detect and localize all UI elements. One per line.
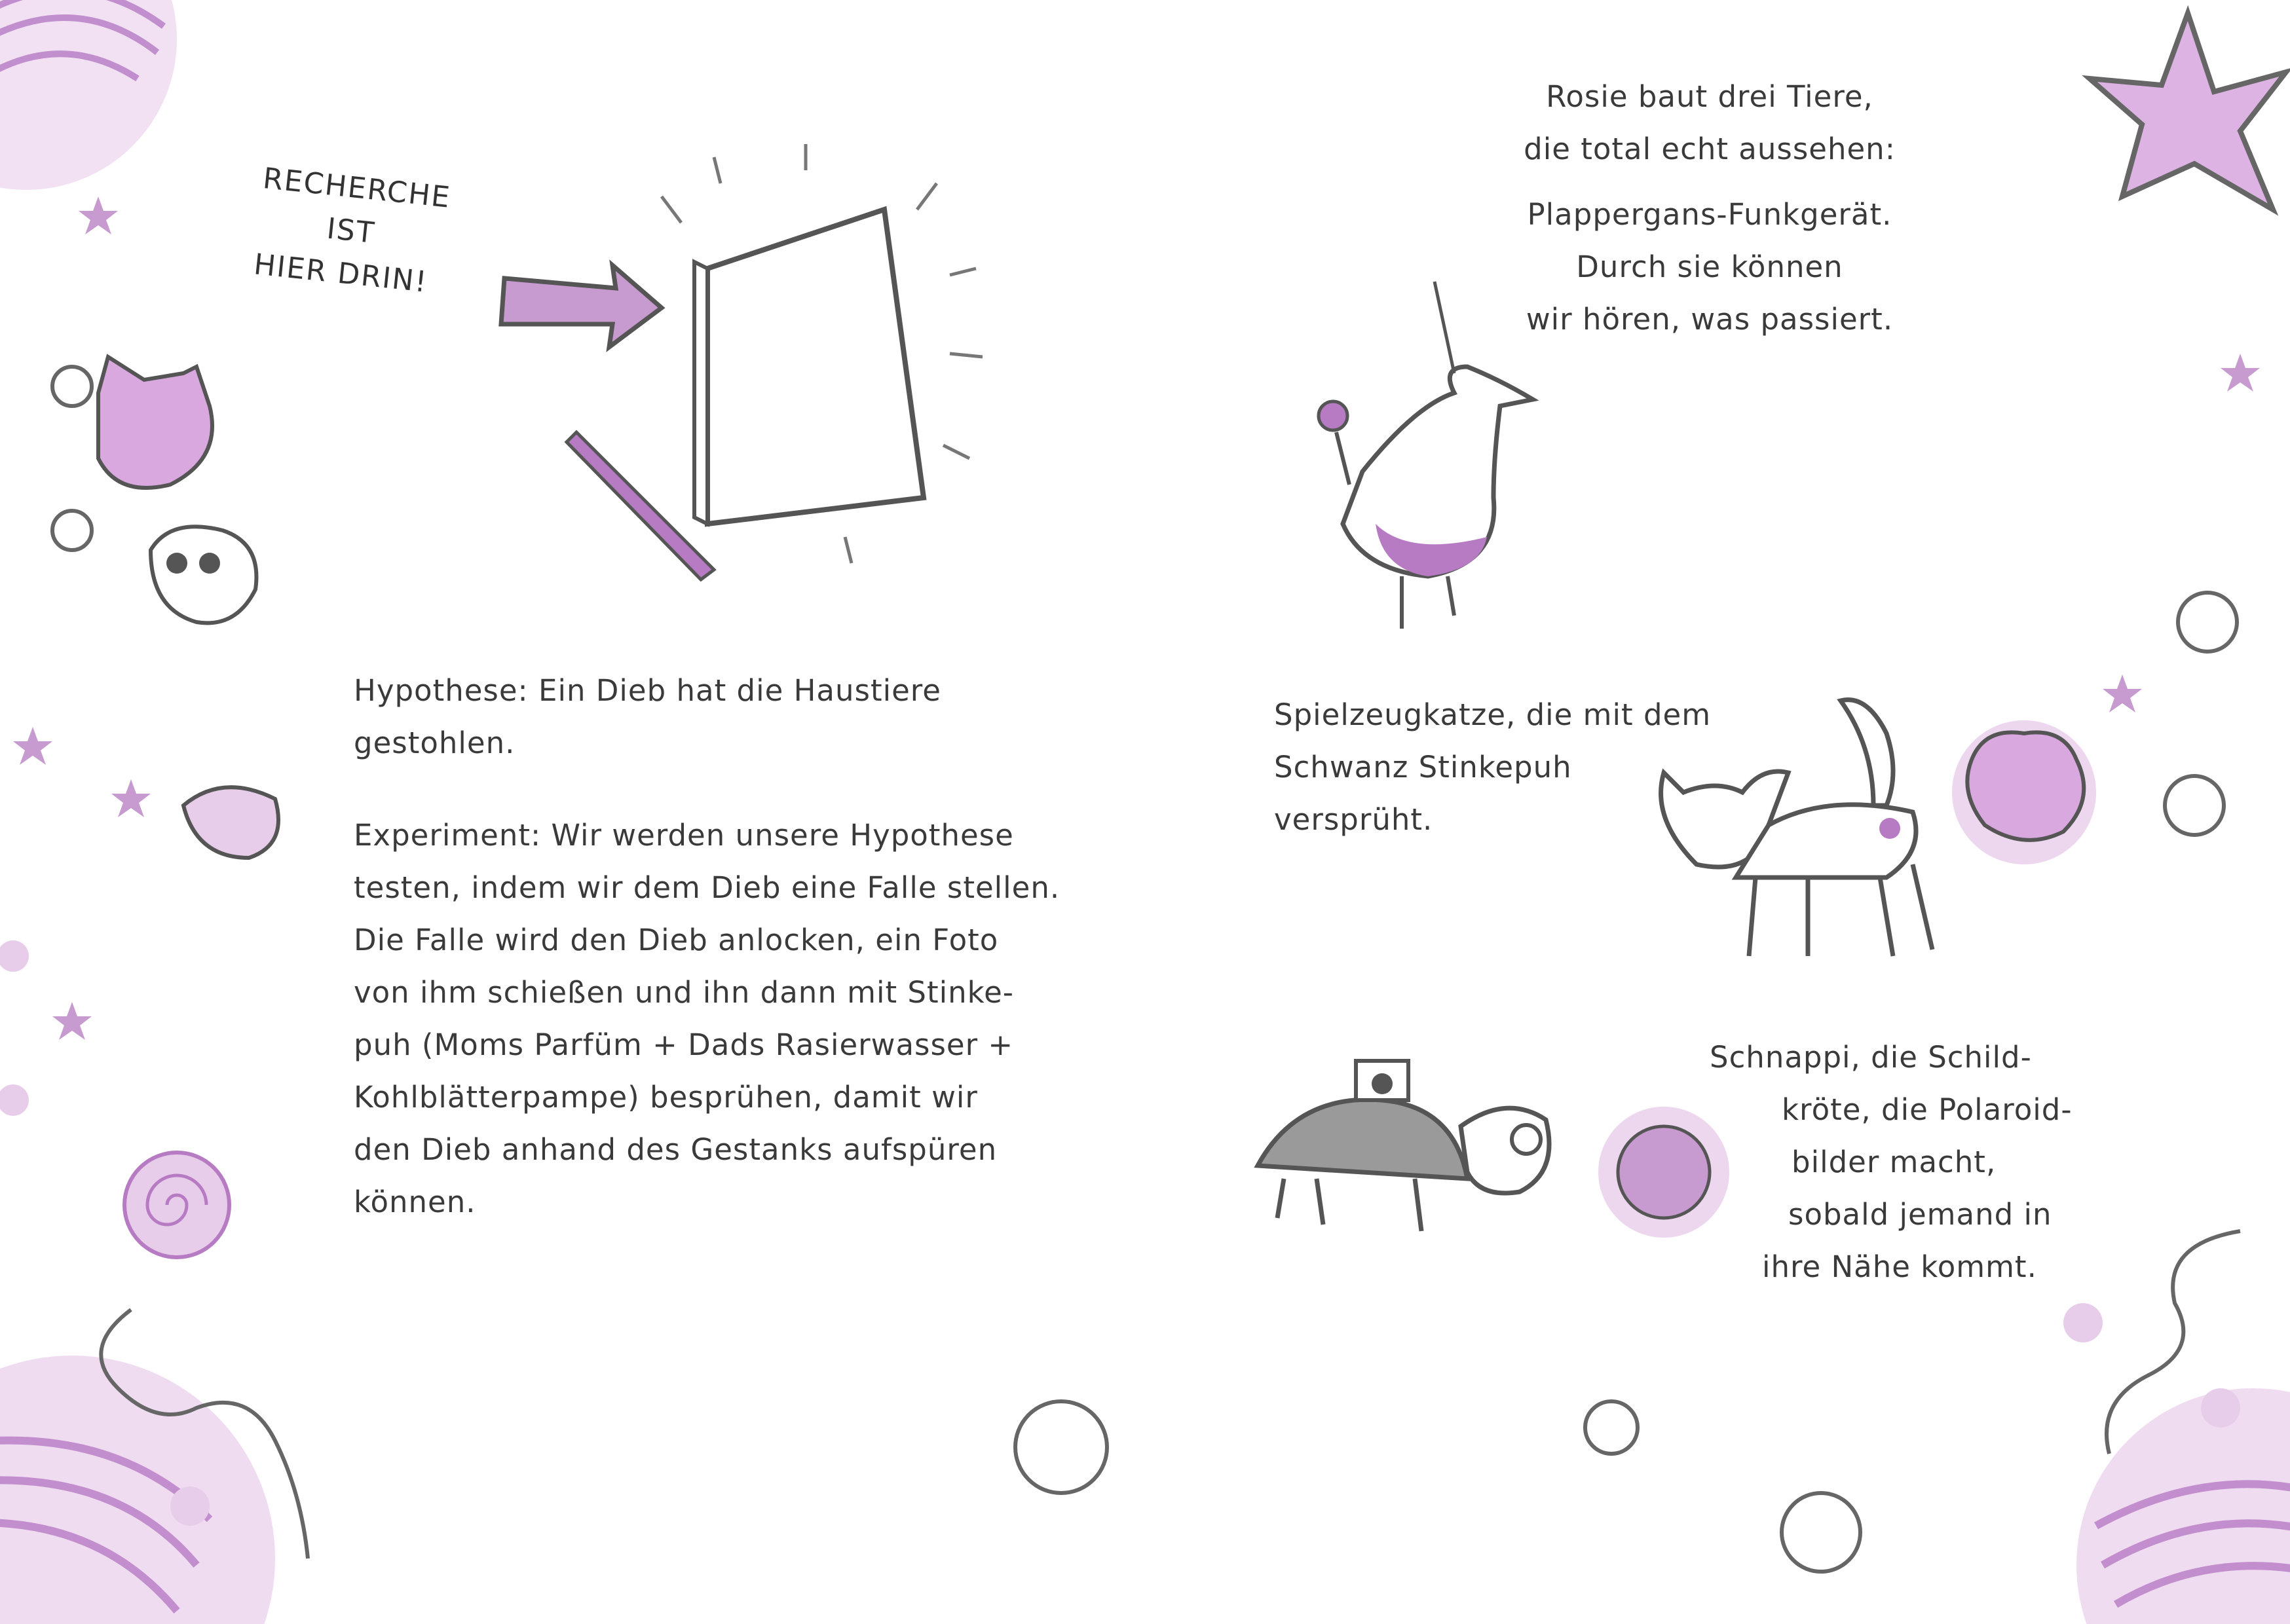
hypothesis-paragraph	[354, 665, 1048, 769]
turtle-line4: sobald jemand in	[1788, 1197, 2052, 1232]
cat-line2: Schwanz Stinkepuh	[1274, 750, 1572, 784]
toy-cat-icon	[1661, 700, 1932, 956]
bottom-left-swirl-circle	[0, 1356, 275, 1624]
turtle-line2: kröte, die Polaroid-	[1782, 1092, 2073, 1127]
experiment-line: Kohlblätterpampe) besprühen, damit wir	[354, 1080, 978, 1115]
turtle-line3: bilder macht,	[1792, 1145, 1997, 1179]
top-left-swirl-circle	[0, 0, 177, 190]
experiment-line: Experiment: Wir werden unsere Hypothese	[354, 818, 1014, 853]
hypothesis-line2: gestohlen.	[354, 726, 516, 760]
big-star-icon	[2090, 13, 2286, 210]
experiment-paragraph	[354, 809, 1061, 1228]
snail-shell-icon	[124, 1153, 229, 1257]
turtle-line1: Schnappi, die Schild-	[1710, 1040, 2032, 1075]
stink-cloud-icon	[1952, 720, 2096, 864]
research-label-line3: HIER DRIN!	[252, 248, 430, 299]
turtle-line5: ihre Nähe kommt.	[1762, 1249, 2037, 1284]
research-label	[252, 157, 453, 306]
goose-line3: wir hören, was passiert.	[1526, 302, 1894, 337]
hypothesis-line1: Hypothese: Ein Dieb hat die Haustiere	[354, 673, 941, 708]
goose-caption	[1507, 189, 1913, 346]
intro-paragraph	[1507, 71, 1913, 175]
research-label-line1: RECHERCHE	[261, 161, 453, 215]
experiment-line: den Dieb anhand des Gestanks aufspüren	[354, 1132, 998, 1167]
turtle-caption	[1710, 1031, 2116, 1293]
cat-face-icon	[98, 357, 212, 488]
intro-line1: Rosie baut drei Tiere,	[1546, 79, 1873, 114]
cat-line3: versprüht.	[1274, 802, 1433, 837]
experiment-line: puh (Moms Parfüm + Dads Rasierwasser +	[354, 1027, 1014, 1062]
intro-line2: die total echt aussehen:	[1524, 132, 1896, 166]
experiment-line: Die Falle wird den Dieb anlocken, ein Foto	[354, 923, 999, 957]
arrow-right-icon	[501, 265, 662, 347]
experiment-line: von ihm schießen und ihn dann mit Stinke-	[354, 975, 1015, 1010]
goose-radio-icon	[1319, 282, 1533, 629]
dog-face-icon	[151, 526, 256, 623]
turtle-camera-icon	[1258, 1061, 1549, 1231]
experiment-line: testen, indem wir dem Dieb eine Falle stellen.	[354, 870, 1061, 905]
book-icon	[662, 144, 983, 563]
experiment-line: können.	[354, 1185, 476, 1219]
pencil-icon	[567, 432, 714, 580]
goose-line2: Durch sie können	[1576, 249, 1843, 284]
research-label-line2: IST	[325, 212, 377, 251]
cat-caption	[1274, 689, 1712, 846]
bird-icon	[183, 787, 278, 858]
cat-line1: Spielzeugkatze, die mit dem	[1274, 697, 1712, 732]
goose-line1: Plappergans-Funkgerät.	[1527, 197, 1892, 232]
